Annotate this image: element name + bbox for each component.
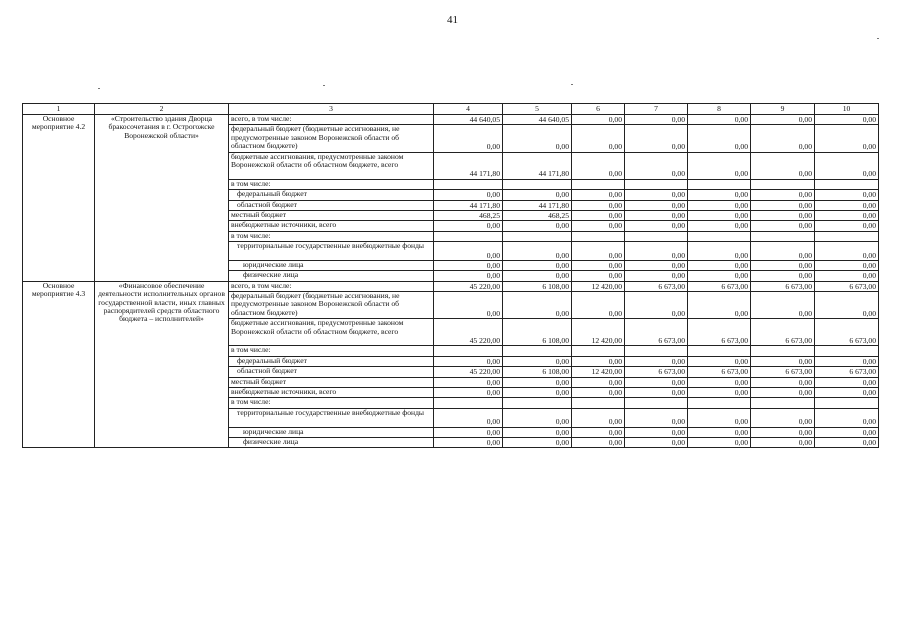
funding-source-cell: в том числе: bbox=[229, 398, 434, 408]
amount-cell: 0,00 bbox=[751, 210, 815, 220]
scan-speck bbox=[98, 88, 100, 89]
amount-cell: 0,00 bbox=[751, 356, 815, 366]
activity-name-cell: «Финансовое обеспечение деятельности исполнительных органов государственной власти, иных главных распорядителей средств областного бюджета – исполнителей» bbox=[95, 281, 229, 448]
amount-cell: 468,25 bbox=[434, 210, 503, 220]
activity-name-cell: «Строительство здания Дворца бракосочетания в г. Острогожске Воронежской области» bbox=[95, 115, 229, 282]
header-cell: 10 bbox=[815, 104, 879, 115]
amount-cell bbox=[572, 179, 625, 189]
amount-cell bbox=[625, 179, 688, 189]
amount-cell: 0,00 bbox=[572, 408, 625, 427]
amount-cell: 0,00 bbox=[688, 152, 751, 179]
amount-cell: 0,00 bbox=[503, 408, 572, 427]
amount-cell: 0,00 bbox=[625, 125, 688, 152]
amount-cell: 0,00 bbox=[434, 437, 503, 447]
amount-cell: 45 220,00 bbox=[434, 281, 503, 291]
amount-cell: 0,00 bbox=[572, 356, 625, 366]
amount-cell bbox=[434, 179, 503, 189]
funding-source-cell: в том числе: bbox=[229, 179, 434, 189]
amount-cell: 0,00 bbox=[625, 190, 688, 200]
amount-cell: 0,00 bbox=[572, 427, 625, 437]
amount-cell bbox=[815, 398, 879, 408]
amount-cell: 0,00 bbox=[625, 271, 688, 281]
amount-cell: 6 673,00 bbox=[815, 367, 879, 377]
amount-cell bbox=[572, 346, 625, 356]
amount-cell: 0,00 bbox=[688, 388, 751, 398]
amount-cell: 0,00 bbox=[688, 377, 751, 387]
funding-source-cell: юридические лица bbox=[229, 427, 434, 437]
amount-cell: 0,00 bbox=[503, 221, 572, 231]
amount-cell: 0,00 bbox=[503, 437, 572, 447]
amount-cell: 0,00 bbox=[572, 115, 625, 125]
funding-source-cell: всего, в том числе: bbox=[229, 281, 434, 291]
amount-cell: 12 420,00 bbox=[572, 367, 625, 377]
amount-cell bbox=[503, 231, 572, 241]
amount-cell: 0,00 bbox=[572, 210, 625, 220]
amount-cell: 12 420,00 bbox=[572, 281, 625, 291]
budget-table-body bbox=[23, 104, 879, 448]
amount-cell: 0,00 bbox=[815, 437, 879, 447]
amount-cell: 0,00 bbox=[625, 427, 688, 437]
amount-cell: 0,00 bbox=[751, 271, 815, 281]
funding-source-cell: внебюджетные источники, всего bbox=[229, 221, 434, 231]
amount-cell: 0,00 bbox=[434, 271, 503, 281]
amount-cell: 12 420,00 bbox=[572, 319, 625, 346]
amount-cell: 44 171,80 bbox=[434, 152, 503, 179]
amount-cell: 0,00 bbox=[434, 125, 503, 152]
amount-cell: 6 673,00 bbox=[751, 367, 815, 377]
amount-cell: 468,25 bbox=[503, 210, 572, 220]
amount-cell bbox=[503, 346, 572, 356]
amount-cell: 0,00 bbox=[815, 210, 879, 220]
amount-cell: 0,00 bbox=[815, 356, 879, 366]
amount-cell: 6 673,00 bbox=[751, 319, 815, 346]
amount-cell: 0,00 bbox=[751, 260, 815, 270]
amount-cell: 0,00 bbox=[751, 408, 815, 427]
amount-cell bbox=[688, 179, 751, 189]
amount-cell: 0,00 bbox=[815, 377, 879, 387]
amount-cell: 0,00 bbox=[625, 377, 688, 387]
amount-cell: 0,00 bbox=[572, 377, 625, 387]
amount-cell: 0,00 bbox=[503, 377, 572, 387]
amount-cell: 0,00 bbox=[751, 388, 815, 398]
amount-cell: 0,00 bbox=[751, 200, 815, 210]
header-cell: 6 bbox=[572, 104, 625, 115]
amount-cell: 0,00 bbox=[572, 152, 625, 179]
amount-cell: 6 673,00 bbox=[688, 367, 751, 377]
amount-cell: 0,00 bbox=[572, 388, 625, 398]
amount-cell bbox=[751, 398, 815, 408]
amount-cell: 0,00 bbox=[815, 152, 879, 179]
funding-source-cell: территориальные государственные внебюджетные фонды bbox=[229, 408, 434, 427]
amount-cell: 0,00 bbox=[572, 242, 625, 261]
funding-source-cell: бюджетные ассигнования, предусмотренные законом Воронежской области об областном бюджете, всего bbox=[229, 319, 434, 346]
amount-cell: 6 673,00 bbox=[688, 281, 751, 291]
amount-cell bbox=[815, 231, 879, 241]
amount-cell: 6 673,00 bbox=[815, 281, 879, 291]
funding-source-cell: в том числе: bbox=[229, 231, 434, 241]
amount-cell: 0,00 bbox=[688, 427, 751, 437]
amount-cell: 0,00 bbox=[434, 292, 503, 319]
amount-cell: 0,00 bbox=[572, 221, 625, 231]
amount-cell bbox=[503, 179, 572, 189]
amount-cell: 0,00 bbox=[751, 115, 815, 125]
amount-cell bbox=[434, 398, 503, 408]
amount-cell: 0,00 bbox=[751, 437, 815, 447]
amount-cell: 44 171,80 bbox=[503, 200, 572, 210]
amount-cell: 6 108,00 bbox=[503, 281, 572, 291]
funding-source-cell: федеральный бюджет (бюджетные ассигнования, не предусмотренные законом Воронежской области об областном бюджете) bbox=[229, 292, 434, 319]
amount-cell: 0,00 bbox=[434, 388, 503, 398]
amount-cell: 0,00 bbox=[688, 356, 751, 366]
amount-cell bbox=[815, 179, 879, 189]
amount-cell: 0,00 bbox=[625, 200, 688, 210]
amount-cell: 0,00 bbox=[572, 125, 625, 152]
amount-cell: 44 640,05 bbox=[503, 115, 572, 125]
amount-cell: 0,00 bbox=[688, 190, 751, 200]
amount-cell: 0,00 bbox=[572, 200, 625, 210]
header-cell: 1 bbox=[23, 104, 95, 115]
amount-cell: 0,00 bbox=[503, 242, 572, 261]
header-cell: 4 bbox=[434, 104, 503, 115]
amount-cell: 0,00 bbox=[503, 388, 572, 398]
header-cell: 5 bbox=[503, 104, 572, 115]
amount-cell: 0,00 bbox=[751, 125, 815, 152]
amount-cell: 6 108,00 bbox=[503, 319, 572, 346]
amount-cell: 0,00 bbox=[625, 152, 688, 179]
amount-cell bbox=[434, 346, 503, 356]
amount-cell: 0,00 bbox=[572, 271, 625, 281]
amount-cell: 0,00 bbox=[815, 408, 879, 427]
amount-cell: 6 108,00 bbox=[503, 367, 572, 377]
amount-cell bbox=[572, 398, 625, 408]
amount-cell: 0,00 bbox=[434, 427, 503, 437]
amount-cell: 0,00 bbox=[572, 437, 625, 447]
page-number: 41 bbox=[447, 14, 458, 26]
amount-cell: 0,00 bbox=[503, 292, 572, 319]
funding-source-cell: территориальные государственные внебюджетные фонды bbox=[229, 242, 434, 261]
event-name-cell: Основное мероприятие 4.3 bbox=[23, 281, 95, 448]
amount-cell: 0,00 bbox=[815, 292, 879, 319]
amount-cell: 0,00 bbox=[572, 190, 625, 200]
funding-source-cell: физические лица bbox=[229, 437, 434, 447]
amount-cell: 0,00 bbox=[625, 437, 688, 447]
amount-cell: 0,00 bbox=[688, 437, 751, 447]
amount-cell: 0,00 bbox=[751, 221, 815, 231]
amount-cell: 0,00 bbox=[434, 221, 503, 231]
scan-speck bbox=[323, 85, 325, 86]
funding-source-cell: физические лица bbox=[229, 271, 434, 281]
amount-cell: 0,00 bbox=[688, 210, 751, 220]
header-cell: 7 bbox=[625, 104, 688, 115]
amount-cell bbox=[625, 398, 688, 408]
amount-cell: 0,00 bbox=[434, 356, 503, 366]
amount-cell: 0,00 bbox=[572, 292, 625, 319]
scan-speck bbox=[877, 38, 879, 39]
header-cell: 3 bbox=[229, 104, 434, 115]
funding-source-cell: внебюджетные источники, всего bbox=[229, 388, 434, 398]
amount-cell: 0,00 bbox=[503, 190, 572, 200]
amount-cell: 6 673,00 bbox=[625, 319, 688, 346]
amount-cell bbox=[688, 231, 751, 241]
amount-cell: 0,00 bbox=[688, 242, 751, 261]
amount-cell: 6 673,00 bbox=[625, 281, 688, 291]
amount-cell bbox=[751, 231, 815, 241]
amount-cell: 0,00 bbox=[688, 125, 751, 152]
amount-cell: 0,00 bbox=[503, 260, 572, 270]
funding-source-cell: местный бюджет bbox=[229, 210, 434, 220]
amount-cell: 6 673,00 bbox=[751, 281, 815, 291]
amount-cell: 0,00 bbox=[434, 242, 503, 261]
funding-source-cell: местный бюджет bbox=[229, 377, 434, 387]
amount-cell: 0,00 bbox=[503, 356, 572, 366]
amount-cell bbox=[625, 346, 688, 356]
amount-cell: 0,00 bbox=[751, 292, 815, 319]
header-cell: 8 bbox=[688, 104, 751, 115]
funding-source-cell: бюджетные ассигнования, предусмотренные законом Воронежской области об областном бюджете, всего bbox=[229, 152, 434, 179]
amount-cell: 45 220,00 bbox=[434, 367, 503, 377]
amount-cell bbox=[503, 398, 572, 408]
amount-cell: 44 171,80 bbox=[503, 152, 572, 179]
amount-cell: 0,00 bbox=[688, 260, 751, 270]
amount-cell: 0,00 bbox=[625, 210, 688, 220]
amount-cell: 0,00 bbox=[751, 190, 815, 200]
amount-cell: 0,00 bbox=[434, 260, 503, 270]
amount-cell: 0,00 bbox=[815, 200, 879, 210]
amount-cell: 0,00 bbox=[434, 190, 503, 200]
amount-cell: 0,00 bbox=[625, 408, 688, 427]
amount-cell: 0,00 bbox=[751, 152, 815, 179]
amount-cell: 6 673,00 bbox=[625, 367, 688, 377]
amount-cell bbox=[815, 346, 879, 356]
amount-cell: 0,00 bbox=[815, 388, 879, 398]
amount-cell: 0,00 bbox=[688, 408, 751, 427]
amount-cell: 0,00 bbox=[815, 242, 879, 261]
event-name-cell: Основное мероприятие 4.2 bbox=[23, 115, 95, 282]
amount-cell bbox=[434, 231, 503, 241]
amount-cell: 0,00 bbox=[751, 242, 815, 261]
table-row bbox=[23, 281, 879, 291]
amount-cell: 0,00 bbox=[625, 242, 688, 261]
funding-source-cell: областной бюджет bbox=[229, 200, 434, 210]
amount-cell: 0,00 bbox=[503, 271, 572, 281]
amount-cell: 0,00 bbox=[815, 125, 879, 152]
header-row bbox=[23, 104, 879, 115]
amount-cell: 6 673,00 bbox=[688, 319, 751, 346]
funding-source-cell: в том числе: bbox=[229, 346, 434, 356]
funding-source-cell: федеральный бюджет (бюджетные ассигнования, не предусмотренные законом Воронежской области об областном бюджете) bbox=[229, 125, 434, 152]
funding-source-cell: федеральный бюджет bbox=[229, 190, 434, 200]
amount-cell: 0,00 bbox=[815, 427, 879, 437]
amount-cell: 0,00 bbox=[688, 292, 751, 319]
header-cell: 9 bbox=[751, 104, 815, 115]
amount-cell bbox=[688, 346, 751, 356]
amount-cell bbox=[688, 398, 751, 408]
amount-cell: 0,00 bbox=[815, 115, 879, 125]
funding-source-cell: всего, в том числе: bbox=[229, 115, 434, 125]
amount-cell: 0,00 bbox=[751, 427, 815, 437]
amount-cell: 0,00 bbox=[434, 377, 503, 387]
funding-source-cell: юридические лица bbox=[229, 260, 434, 270]
amount-cell: 0,00 bbox=[625, 356, 688, 366]
amount-cell: 0,00 bbox=[815, 271, 879, 281]
amount-cell: 0,00 bbox=[625, 292, 688, 319]
amount-cell: 0,00 bbox=[625, 388, 688, 398]
amount-cell: 44 171,80 bbox=[434, 200, 503, 210]
amount-cell: 0,00 bbox=[688, 221, 751, 231]
amount-cell bbox=[751, 179, 815, 189]
scan-speck bbox=[571, 84, 573, 85]
amount-cell bbox=[751, 346, 815, 356]
funding-source-cell: федеральный бюджет bbox=[229, 356, 434, 366]
amount-cell: 0,00 bbox=[503, 125, 572, 152]
amount-cell: 0,00 bbox=[625, 115, 688, 125]
amount-cell: 0,00 bbox=[625, 221, 688, 231]
amount-cell: 0,00 bbox=[815, 260, 879, 270]
amount-cell: 0,00 bbox=[815, 221, 879, 231]
amount-cell: 0,00 bbox=[751, 377, 815, 387]
amount-cell: 45 220,00 bbox=[434, 319, 503, 346]
amount-cell: 0,00 bbox=[625, 260, 688, 270]
amount-cell: 44 640,05 bbox=[434, 115, 503, 125]
amount-cell: 0,00 bbox=[815, 190, 879, 200]
amount-cell: 0,00 bbox=[688, 200, 751, 210]
amount-cell: 0,00 bbox=[688, 271, 751, 281]
header-cell: 2 bbox=[95, 104, 229, 115]
amount-cell: 0,00 bbox=[572, 260, 625, 270]
funding-source-cell: областной бюджет bbox=[229, 367, 434, 377]
amount-cell: 0,00 bbox=[434, 408, 503, 427]
amount-cell: 6 673,00 bbox=[815, 319, 879, 346]
amount-cell bbox=[572, 231, 625, 241]
amount-cell bbox=[625, 231, 688, 241]
budget-table bbox=[22, 103, 879, 448]
amount-cell: 0,00 bbox=[688, 115, 751, 125]
amount-cell: 0,00 bbox=[503, 427, 572, 437]
table-row bbox=[23, 115, 879, 125]
